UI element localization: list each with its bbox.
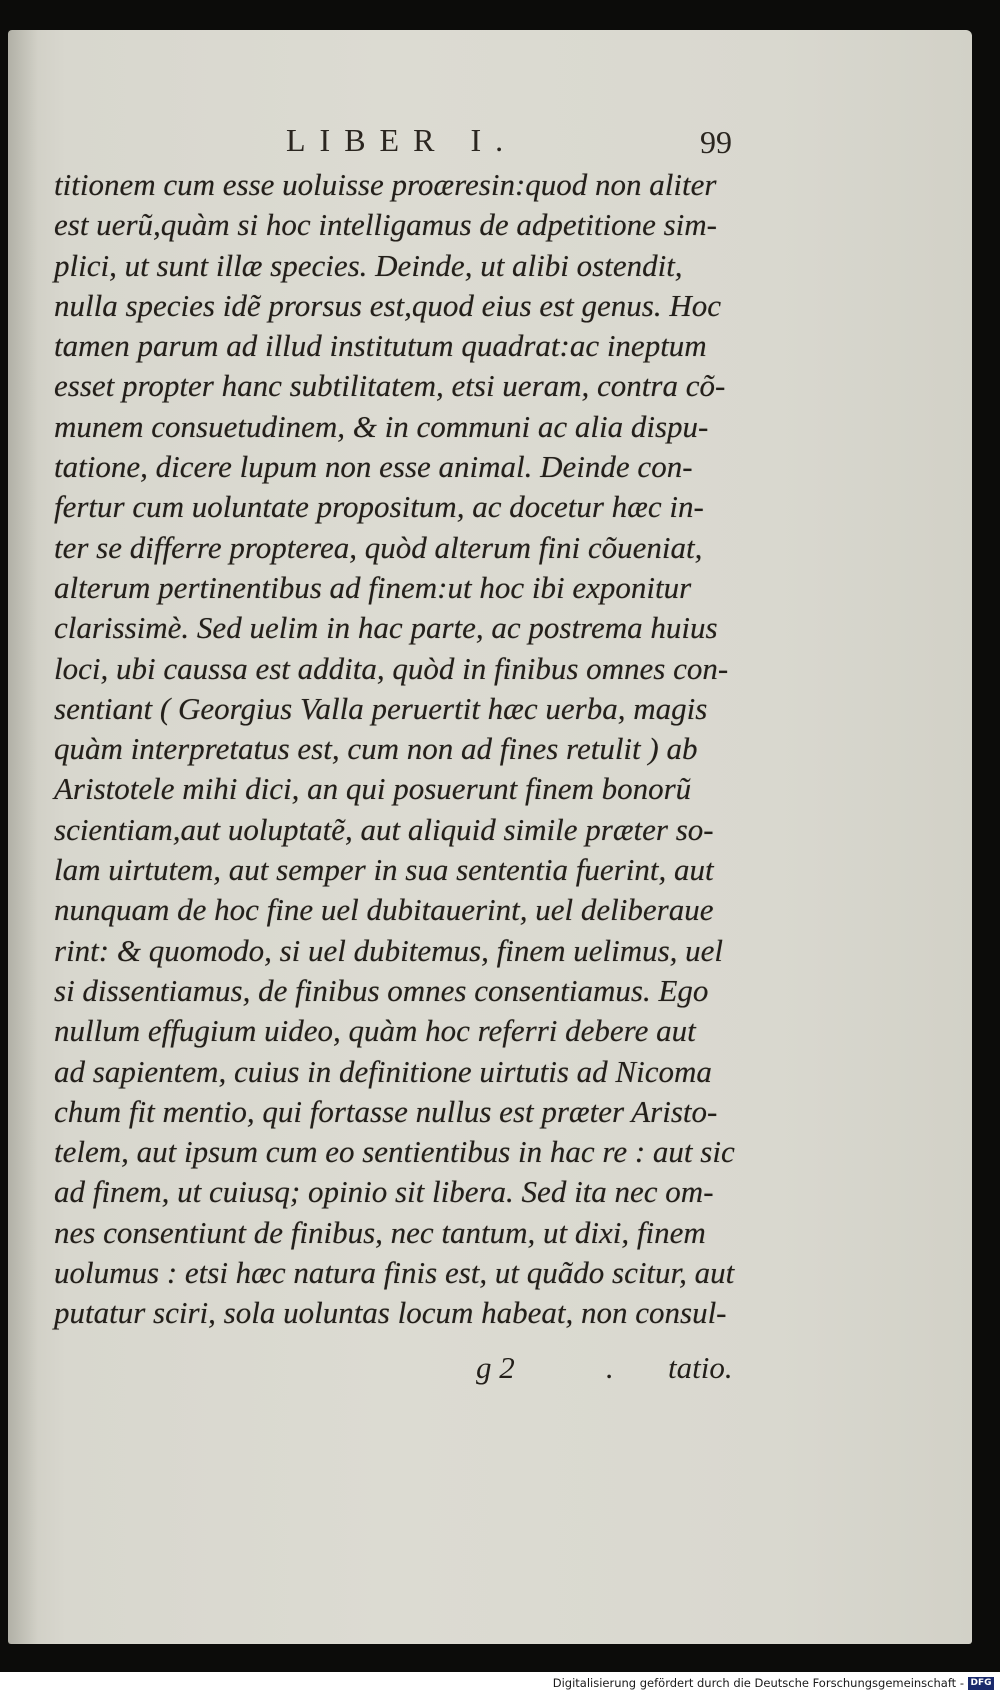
text-line: sentiant ( Georgius Valla peruertit hæc uerba, magis [54,690,708,726]
text-line: plici, ut sunt illæ species. Deinde, ut alibi ostendit, [54,247,683,283]
text-line: loci, ubi caussa est addita, quòd in finibus omnes con- [54,650,729,686]
text-line: titionem cum esse uoluisse proæresin:quod non aliter [54,167,717,202]
running-head-title: LIBER I. [286,122,518,158]
text-line: nes consentiunt de finibus, nec tantum, ut dixi, finem [54,1214,706,1250]
text-line: tatione, dicere lupum non esse animal. Deinde con- [54,449,693,485]
text-line: lam uirtutem, aut semper in sua sententia fuerint, aut [54,852,714,888]
text-line: ad finem, ut cuiusq; opinio sit libera. Sed ita nec om- [54,1174,714,1210]
text-line: Aristotele mihi dici, an qui posuerunt finem bonorũ [54,771,692,807]
text-line: scientiam,aut uoluptatẽ, aut aliquid simile præter so- [54,811,714,847]
page-footer [0,1350,1000,1390]
catchword: tatio. [668,1350,733,1385]
text-line: nunquam de hoc fine uel dubitauerint, uel deliberaue [54,892,714,928]
footer-dot: . [606,1350,614,1385]
text-line: telem, aut ipsum cum eo sentientibus in hac re : aut sic [54,1134,735,1170]
text-block [54,165,744,1334]
text-line: est uerũ,quàm si hoc intelligamus de adpetitione sim- [54,207,717,243]
text-line: nullum effugium uideo, quàm hoc referri debere aut [54,1013,696,1049]
page-number: 99 [700,124,732,160]
signature-mark: g 2 [476,1350,515,1385]
text-line: uolumus : etsi hæc natura finis est, ut quãdo scitur, aut [54,1255,735,1291]
text-line: alterum pertinentibus ad finem:ut hoc ibi exponitur [54,569,692,605]
text-line: putatur sciri, sola uoluntas locum habeat, non consul- [54,1295,727,1331]
text-line: chum fit mentio, qui fortasse nullus est præter Aristo- [54,1093,718,1129]
gutter-shadow [8,30,38,1644]
running-head [0,122,1000,162]
text-line: fertur cum uoluntate propositum, ac docetur hæc in- [54,489,704,525]
text-line: ad sapientem, cuius in definitione uirtutis ad Nicoma [54,1053,712,1089]
text-line: esset propter hanc subtilitatem, etsi ueram, contra cõ- [54,368,726,404]
text-line: rint: & quomodo, si uel dubitemus, finem uelimus, uel [54,932,724,968]
text-line: quàm interpretatus est, cum non ad fines retulit ) ab [54,731,698,767]
text-line: tamen parum ad illud institutum quadrat:ac ineptum [54,328,707,364]
dfg-logo: DFG [968,1677,994,1690]
text-line: nulla species idẽ prorsus est,quod eius est genus. Hoc [54,287,721,323]
text-line: si dissentiamus, de finibus omnes consentiamus. Ego [54,972,709,1008]
text-line: munem consuetudinem, & in communi ac alia dispu- [54,408,709,444]
credit-text: Digitalisierung gefördert durch die Deutsche Forschungsgemeinschaft - [552,1676,964,1690]
text-line: ter se differre propterea, quòd alterum fini cõueniat, [54,529,703,565]
credit-bar [0,1672,1000,1696]
text-line: clarissimè. Sed uelim in hac parte, ac postrema huius [54,610,718,646]
